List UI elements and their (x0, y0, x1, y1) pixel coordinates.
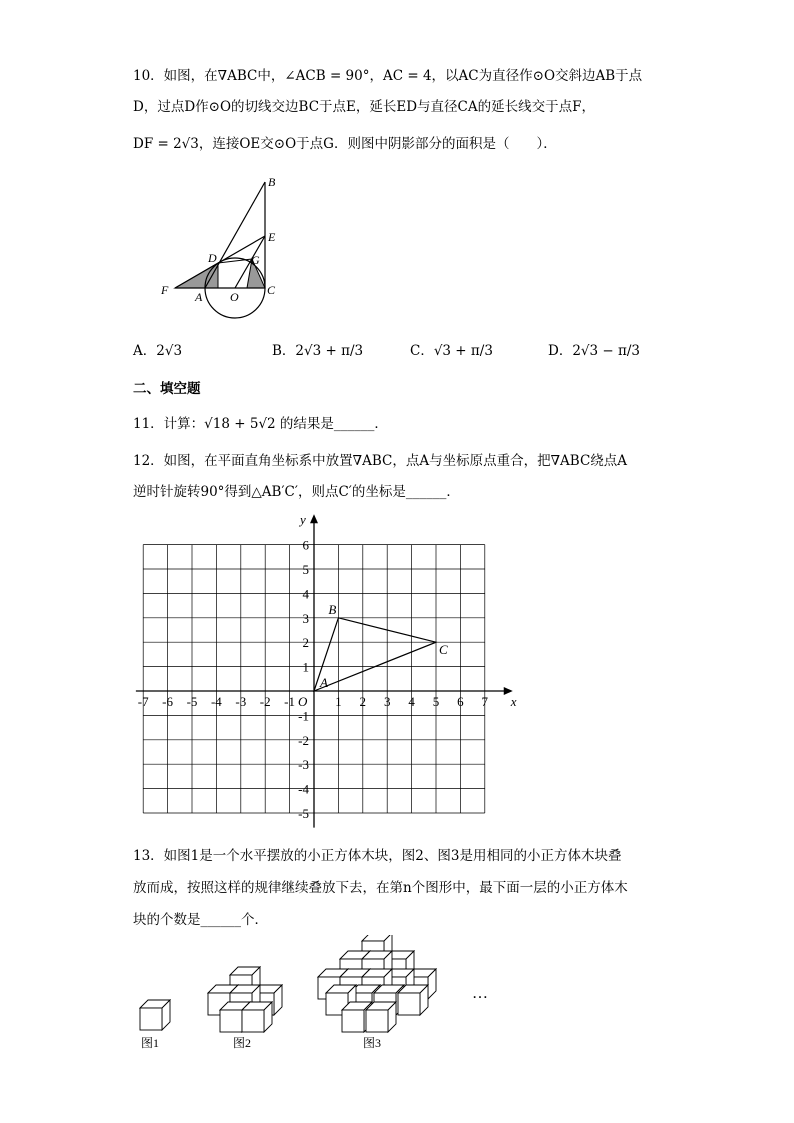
x-tick-label: -6 (162, 694, 174, 709)
label-o: O (230, 290, 239, 304)
label-d: D (208, 251, 217, 265)
figure-caption-2: 图2 (232, 1036, 252, 1050)
ellipsis: … (472, 985, 488, 1002)
q10-line3: DF = 2√3，连接OE交⊙O于点G．则图中阴影部分的面积是（ ）． (133, 136, 557, 152)
x-tick-label: 7 (481, 694, 489, 709)
triangle-abc (314, 618, 436, 691)
point-b-label: B (328, 601, 337, 617)
point-a-label: A (320, 675, 328, 690)
q10-option-d[interactable]: D．2√3 − π/3 (548, 343, 641, 359)
q13-line3: 块的个数是______个． (133, 912, 268, 928)
y-tick-label: 4 (302, 586, 309, 602)
cube-front (342, 1010, 364, 1032)
x-tick-label: 1 (335, 694, 342, 709)
label-c: C (267, 283, 276, 297)
y-tick-label: -2 (298, 732, 309, 748)
cube (366, 1002, 396, 1032)
y-tick-label: 3 (302, 610, 309, 626)
cube-front (366, 1010, 388, 1032)
label-e: E (268, 230, 276, 244)
x-tick-label: -1 (284, 694, 296, 709)
q12-line2: 逆时针旋转90°得到△AB′C′，则点C′的坐标是______． (133, 484, 460, 500)
cube-front (220, 1010, 242, 1032)
y-tick-label: 6 (302, 537, 309, 553)
cube-front (140, 1008, 162, 1030)
x-tick-label: -3 (235, 694, 247, 709)
label-b: B (268, 175, 276, 189)
label-g: G (251, 253, 260, 267)
x-tick-label: 6 (457, 694, 464, 709)
cube-front (242, 1010, 264, 1032)
section-title: 二、填空题 (133, 381, 201, 397)
cube (398, 985, 428, 1015)
q13-cube-figures (130, 935, 510, 1055)
q10-line1: 10．如图，在∇ABC中，∠ACB = 90°，AC = 4，以AC为直径作⊙O交斜边AB于点 (133, 68, 643, 84)
q12-coordinate-grid (130, 508, 530, 838)
y-tick-label: -1 (298, 708, 309, 724)
q12-line1: 12．如图，在平面直角坐标系中放置∇ABC，点A与坐标原点重合，把∇ABC绕点A (133, 453, 628, 469)
y-tick-label: 5 (302, 562, 309, 577)
y-tick-label: 2 (302, 635, 309, 651)
x-tick-label: 3 (383, 694, 391, 709)
cube-front (398, 993, 420, 1015)
cube (242, 1002, 272, 1032)
figure-caption-3: 图3 (362, 1036, 382, 1050)
q13-line2: 放而成，按照这样的规律继续叠放下去，在第n个图形中，最下面一层的小正方体木 (133, 880, 628, 896)
label-a: A (195, 290, 203, 304)
y-tick-label: -5 (298, 806, 309, 821)
x-tick-label: -5 (186, 694, 198, 709)
y-tick-label: -3 (298, 757, 309, 773)
x-tick-label: 4 (408, 694, 415, 709)
q10-geometry-figure (155, 172, 295, 332)
y-tick-label: -4 (298, 781, 309, 797)
q10-option-a[interactable]: A．2√3 (133, 343, 183, 359)
x-tick-label: 2 (359, 694, 367, 709)
y-axis-label: y (300, 512, 306, 528)
cube (140, 1000, 170, 1030)
q10-line2: D，过点D作⊙O的切线交边BC于点E，延长ED与直径CA的延长线交于点F， (133, 99, 596, 115)
point-c-label: C (439, 642, 448, 658)
x-tick-label: 5 (432, 694, 440, 709)
q11-text: 11．计算：√18 + 5√2 的结果是______． (133, 416, 388, 432)
x-tick-label: -4 (210, 694, 222, 709)
y-tick-label: 1 (302, 659, 309, 675)
figure-caption-1: 图1 (140, 1036, 160, 1050)
q10-option-b[interactable]: B．2√3 + π/3 (272, 343, 364, 359)
q10-option-c[interactable]: C．√3 + π/3 (410, 343, 493, 359)
x-axis-label: x (510, 694, 517, 709)
y-axis-arrow (310, 514, 318, 523)
label-f: F (161, 283, 169, 297)
q13-line1: 13．如图1是一个水平摆放的小正方体木块，图2、图3是用相同的小正方体木块叠 (133, 848, 622, 864)
origin-label: O (298, 694, 308, 709)
x-tick-label: -2 (259, 694, 271, 709)
x-tick-label: -7 (137, 694, 149, 709)
